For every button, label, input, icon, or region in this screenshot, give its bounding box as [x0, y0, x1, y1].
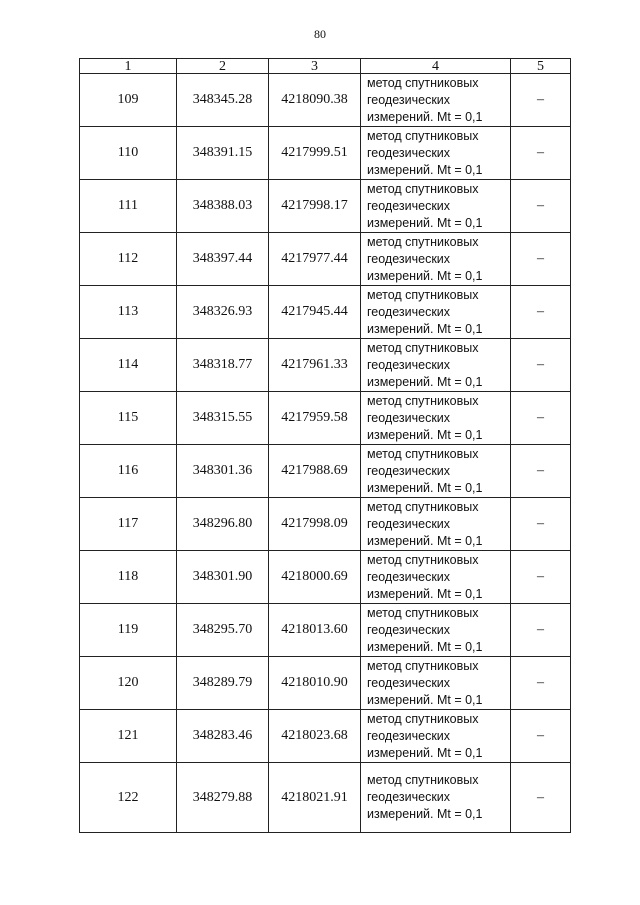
method-line-3: измерений. Mt = 0,1 — [367, 162, 483, 177]
extra-cell: – — [511, 127, 571, 180]
method-line-3: измерений. Mt = 0,1 — [367, 692, 483, 707]
extra-cell: – — [511, 551, 571, 604]
extra-cell: – — [511, 604, 571, 657]
method-line-3: измерений. Mt = 0,1 — [367, 268, 483, 283]
method-line-3: измерений. Mt = 0,1 — [367, 374, 483, 389]
x-coordinate-cell: 348326.93 — [177, 286, 269, 339]
point-number-cell: 115 — [80, 392, 177, 445]
method-cell — [361, 233, 511, 286]
x-coordinate-cell: 348301.36 — [177, 445, 269, 498]
y-coordinate-cell: 4217977.44 — [269, 233, 361, 286]
y-coordinate-cell: 4217998.17 — [269, 180, 361, 233]
y-coordinate-cell: 4217961.33 — [269, 339, 361, 392]
point-number-cell: 117 — [80, 498, 177, 551]
table-row — [80, 604, 571, 657]
method-line-3: измерений. Mt = 0,1 — [367, 639, 483, 654]
method-line-1: метод спутниковых — [367, 287, 479, 302]
method-cell — [361, 445, 511, 498]
method-cell — [361, 74, 511, 127]
method-line-2: геодезических — [367, 516, 451, 531]
method-line-3: измерений. Mt = 0,1 — [367, 807, 483, 821]
x-coordinate-cell: 348388.03 — [177, 180, 269, 233]
y-coordinate-cell: 4217999.51 — [269, 127, 361, 180]
page-number: 80 — [314, 27, 326, 41]
method-line-2: геодезических — [367, 92, 451, 107]
extra-cell: – — [511, 445, 571, 498]
header-row — [80, 59, 571, 74]
method-line-2: геодезических — [367, 463, 451, 478]
method-cell — [361, 551, 511, 604]
x-coordinate-cell: 348296.80 — [177, 498, 269, 551]
method-line-1: метод спутниковых — [367, 181, 479, 196]
point-number-cell: 122 — [80, 763, 177, 833]
point-number-cell: 116 — [80, 445, 177, 498]
table-row — [80, 657, 571, 710]
method-cell — [361, 710, 511, 763]
x-coordinate-cell: 348295.70 — [177, 604, 269, 657]
method-cell — [361, 657, 511, 710]
y-coordinate-cell: 4218013.60 — [269, 604, 361, 657]
method-line-1: метод спутниковых — [367, 234, 479, 249]
method-line-2: геодезических — [367, 728, 451, 743]
y-coordinate-cell: 4218090.38 — [269, 74, 361, 127]
point-number-cell: 110 — [80, 127, 177, 180]
method-line-2: геодезических — [367, 304, 451, 319]
header-col-5: 5 — [511, 59, 571, 74]
x-coordinate-cell: 348289.79 — [177, 657, 269, 710]
extra-cell: – — [511, 233, 571, 286]
extra-cell: – — [511, 74, 571, 127]
method-line-3: измерений. Mt = 0,1 — [367, 215, 483, 230]
table-body — [80, 74, 571, 833]
y-coordinate-cell: 4218021.91 — [269, 763, 361, 833]
x-coordinate-cell: 348315.55 — [177, 392, 269, 445]
method-line-3: измерений. Mt = 0,1 — [367, 427, 483, 442]
y-coordinate-cell: 4217988.69 — [269, 445, 361, 498]
method-line-2: геодезических — [367, 357, 451, 372]
method-line-3: измерений. Mt = 0,1 — [367, 745, 483, 760]
x-coordinate-cell: 348301.90 — [177, 551, 269, 604]
x-coordinate-cell: 348318.77 — [177, 339, 269, 392]
method-line-2: геодезических — [367, 410, 451, 425]
table-row — [80, 74, 571, 127]
method-line-1: метод спутниковых — [367, 393, 479, 408]
method-cell — [361, 392, 511, 445]
table-row — [80, 392, 571, 445]
method-line-1: метод спутниковых — [367, 340, 479, 355]
method-cell — [361, 127, 511, 180]
table-row — [80, 710, 571, 763]
extra-cell: – — [511, 339, 571, 392]
method-line-1: метод спутниковых — [367, 499, 479, 514]
method-line-1: метод спутниковых — [367, 128, 479, 143]
extra-cell: – — [511, 392, 571, 445]
x-coordinate-cell: 348283.46 — [177, 710, 269, 763]
table-row — [80, 286, 571, 339]
x-coordinate-cell: 348345.28 — [177, 74, 269, 127]
y-coordinate-cell: 4218010.90 — [269, 657, 361, 710]
header-col-2: 2 — [177, 59, 269, 74]
x-coordinate-cell: 348279.88 — [177, 763, 269, 833]
method-line-1: метод спутниковых — [367, 658, 479, 673]
y-coordinate-cell: 4217959.58 — [269, 392, 361, 445]
method-line-2: геодезических — [367, 790, 451, 804]
method-cell — [361, 339, 511, 392]
point-number-cell: 112 — [80, 233, 177, 286]
method-line-1: метод спутниковых — [367, 446, 479, 461]
table-row — [80, 498, 571, 551]
method-line-2: геодезических — [367, 675, 451, 690]
point-number-cell: 118 — [80, 551, 177, 604]
extra-cell: – — [511, 657, 571, 710]
method-line-1: метод спутниковых — [367, 552, 479, 567]
method-cell — [361, 604, 511, 657]
table-row — [80, 180, 571, 233]
point-number-cell: 121 — [80, 710, 177, 763]
table-row — [80, 233, 571, 286]
method-cell — [361, 286, 511, 339]
method-cell — [361, 498, 511, 551]
method-line-2: геодезических — [367, 569, 451, 584]
method-line-2: геодезических — [367, 145, 451, 160]
point-number-cell: 111 — [80, 180, 177, 233]
method-line-2: геодезических — [367, 198, 451, 213]
extra-cell: – — [511, 710, 571, 763]
table-header — [80, 59, 571, 74]
extra-cell: – — [511, 286, 571, 339]
method-line-3: измерений. Mt = 0,1 — [367, 480, 483, 495]
y-coordinate-cell: 4218023.68 — [269, 710, 361, 763]
method-line-3: измерений. Mt = 0,1 — [367, 321, 483, 336]
method-line-1: метод спутниковых — [367, 605, 479, 620]
method-line-2: геодезических — [367, 251, 451, 266]
point-number-cell: 113 — [80, 286, 177, 339]
method-line-3: измерений. Mt = 0,1 — [367, 586, 483, 601]
point-number-cell: 114 — [80, 339, 177, 392]
table-row — [80, 551, 571, 604]
table-row — [80, 763, 571, 833]
extra-cell: – — [511, 763, 571, 833]
extra-cell: – — [511, 498, 571, 551]
table-row — [80, 445, 571, 498]
method-line-3: измерений. Mt = 0,1 — [367, 533, 483, 548]
table-row — [80, 127, 571, 180]
method-cell — [361, 763, 511, 833]
extra-cell: – — [511, 180, 571, 233]
x-coordinate-cell: 348391.15 — [177, 127, 269, 180]
y-coordinate-cell: 4218000.69 — [269, 551, 361, 604]
method-cell — [361, 180, 511, 233]
x-coordinate-cell: 348397.44 — [177, 233, 269, 286]
method-line-3: измерений. Mt = 0,1 — [367, 109, 483, 124]
header-col-4: 4 — [361, 59, 511, 74]
method-line-1: метод спутниковых — [367, 75, 479, 90]
table-row — [80, 339, 571, 392]
y-coordinate-cell: 4217998.09 — [269, 498, 361, 551]
y-coordinate-cell: 4217945.44 — [269, 286, 361, 339]
header-col-1: 1 — [80, 59, 177, 74]
coordinates-table — [79, 58, 571, 833]
method-line-1: метод спутниковых — [367, 773, 479, 787]
point-number-cell: 120 — [80, 657, 177, 710]
point-number-cell: 109 — [80, 74, 177, 127]
point-number-cell: 119 — [80, 604, 177, 657]
method-line-2: геодезических — [367, 622, 451, 637]
method-line-1: метод спутниковых — [367, 711, 479, 726]
header-col-3: 3 — [269, 59, 361, 74]
